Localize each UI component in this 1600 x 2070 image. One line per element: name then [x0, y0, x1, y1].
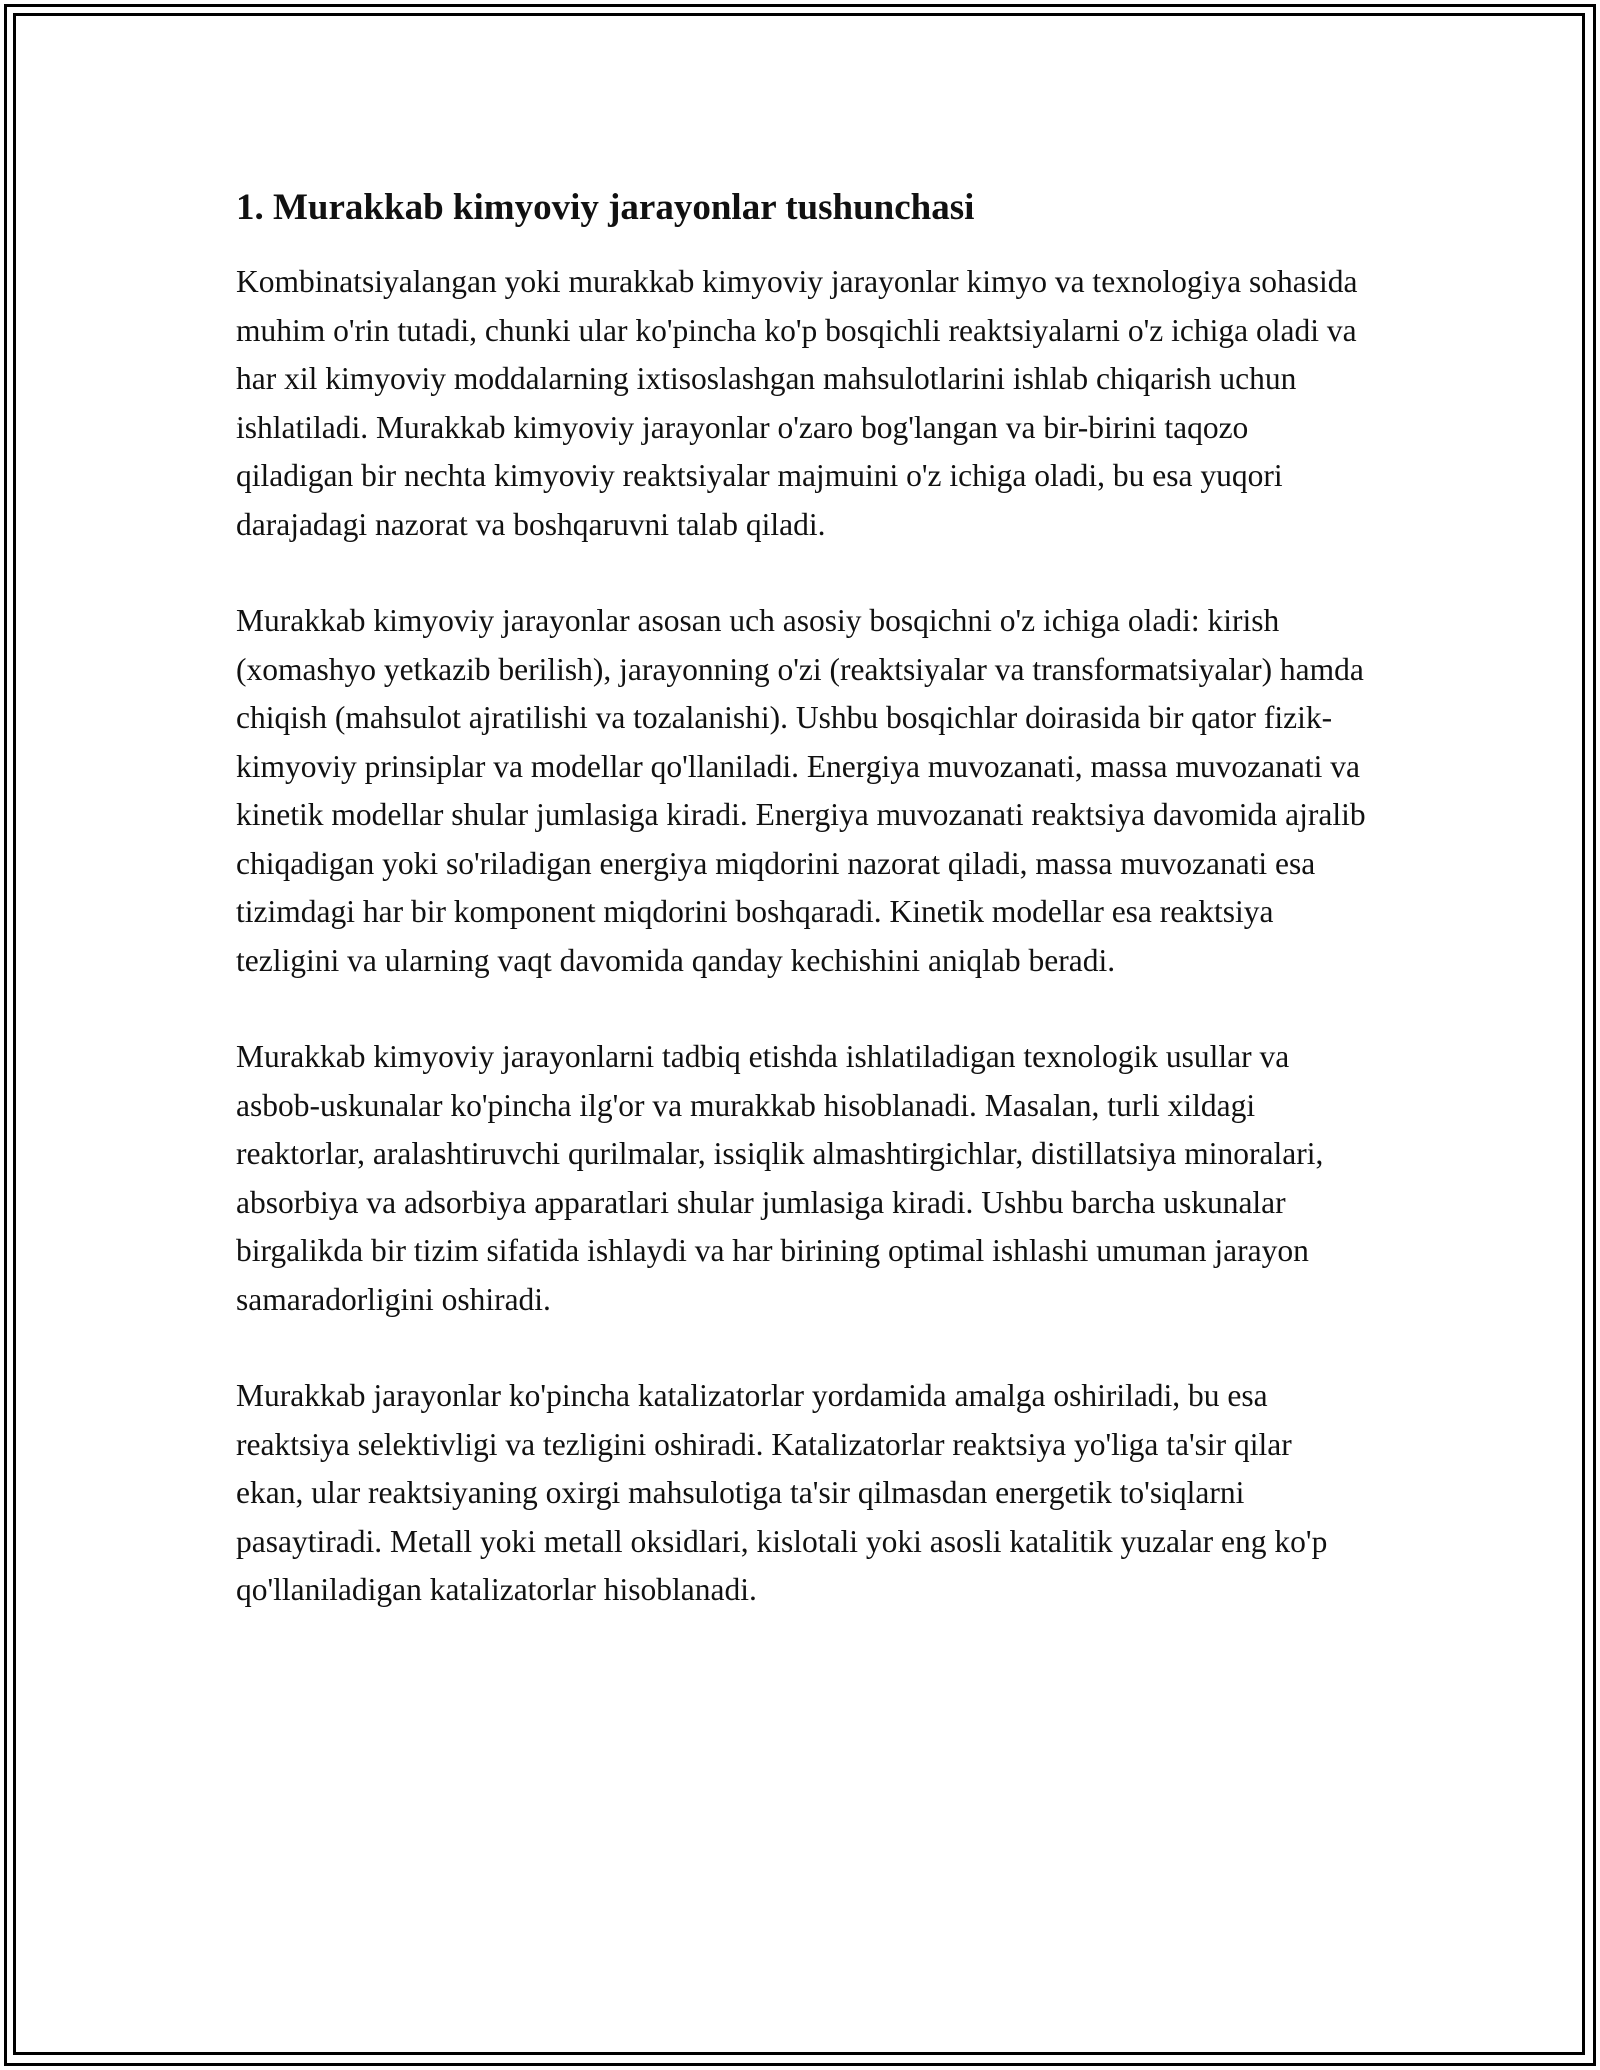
document-body: [236, 186, 1366, 1663]
paragraph-2: Murakkab kimyoviy jarayonlar asosan uch asosiy bosqichni o'z ichiga oladi: kirish (xomashyo yetkazib berilish), jarayonning o'zi (reaktsiyalar va transformatsiyalar) hamda chiqish (mahsulot ajratilishi va tozalanishi). Ushbu bosqichlar doirasida bir qator fizik-kimyoviy prinsiplar va modellar qo'llaniladi. Energiya muvozanati, massa muvozanati va kinetik modellar shular jumlasiga kiradi. Energiya muvozanati reaktsiya davomida ajralib chiqadigan yoki so'riladigan energiya miqdorini nazorat qiladi, massa muvozanati esa tizimdagi har bir komponent miqdorini boshqaradi. Kinetik modellar esa reaktsiya tezligini va ularning vaqt davomida qanday kechishini aniqlab beradi.: [236, 603, 1366, 978]
paragraph-3: Murakkab kimyoviy jarayonlarni tadbiq etishda ishlatiladigan texnologik usullar va asbob-uskunalar ko'pincha ilg'or va murakkab hisoblanadi. Masalan, turli xildagi reaktorlar, aralashtiruvchi qurilmalar, issiqlik almashtirgichlar, distillatsiya minoralari, absorbiya va adsorbiya apparatlari shular jumlasiga kiradi. Ushbu barcha uskunalar birgalikda bir tizim sifatida ishlaydi va har birining optimal ishlashi umuman jarayon samaradorligini oshiradi.: [236, 1039, 1324, 1317]
section-heading: 1. Murakkab kimyoviy jarayonlar tushunchasi: [236, 187, 975, 228]
paragraph-1: Kombinatsiyalangan yoki murakkab kimyoviy jarayonlar kimyo va texnologiya sohasida muhim o'rin tutadi, chunki ular ko'pincha ko'p bosqichli reaktsiyalarni o'z ichiga oladi va har xil kimyoviy moddalarning ixtisoslashgan mahsulotlarini ishlab chiqarish uchun ishlatiladi. Murakkab kimyoviy jarayonlar o'zaro bog'langan va bir-birini taqozo qiladigan bir nechta kimyoviy reaktsiyalar majmuini o'z ichiga oladi, bu esa yuqori darajadagi nazorat va boshqaruvni talab qiladi.: [236, 264, 1358, 542]
paragraph-4: Murakkab jarayonlar ko'pincha katalizatorlar yordamida amalga oshiriladi, bu esa reaktsiya selektivligi va tezligini oshiradi. Katalizatorlar reaktsiya yo'liga ta'sir qilar ekan, ular reaktsiyaning oxirgi mahsulotiga ta'sir qilmasdan energetik to'siqlarni pasaytiradi. Metall yoki metall oksidlari, kislotali yoki asosli katalitik yuzalar eng ko'p qo'llaniladigan katalizatorlar hisoblanadi.: [236, 1378, 1328, 1608]
